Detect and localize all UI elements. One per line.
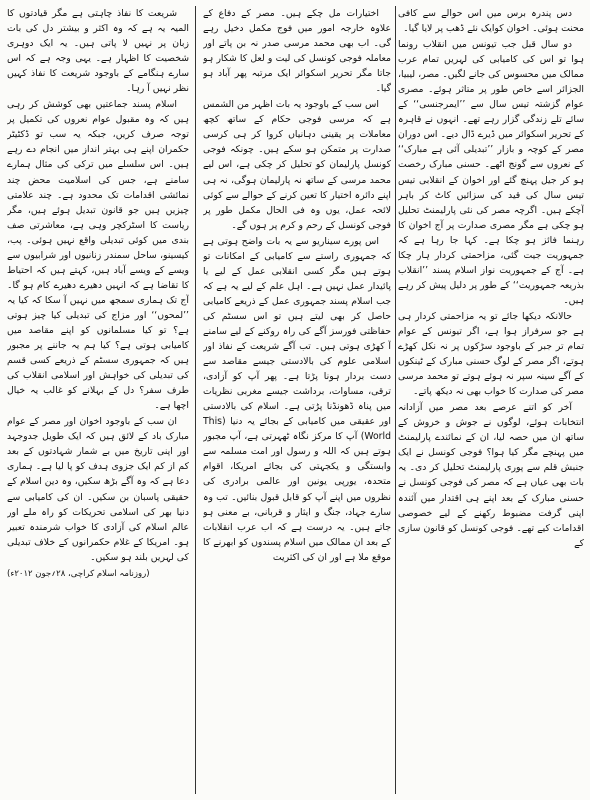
paragraph: اسلام پسند جماعتیں بھی کوشش کر رہی ہیں کہ وہ مقبول عوام نعروں کی تکمیل پر توجہ صرف کریں، جبکہ یہ سب تو ڈکٹیٹر حکمران اپنے ہی بہتر انداز میں انجام دے رہے ہیں۔ اس سلسلے میں ترکی کی مثال ہمارے سامنے ہے، جس کی اسلامیت محض چند نمائشی اقدامات تک محدود ہے۔ چند علامتی چیزیں ہیں جو قانون تبدیل ہوئے ہیں، مگر ریاست کا اسٹرکچر وہی ہے، معاشرتی صف بندی میں کوئی تبدیلی واقع نہیں ہوئی۔ پب، کیسینو، ساحل سمندر زنانیوں اور شرابیوں سے ویسے کے ویسے آباد ہیں، کہتے ہیں کہ احتیاط کا تقاضا ہے کہ انہیں دھیرے دھیرے کام ہو گا۔ آج تک ہماری سمجھ میں نہیں آ سکا کہ کیا یہ ’’لمحوں‘‘ اور مزاج کی تبدیلی کیا چیز ہوتی ہے؟ تو کیا مسلمانوں کو اپنے مقاصد میں کامیابی ہوتی ہے؟ کیا ہم یہ جاننے پر مجبور ہیں کہ جمہوری سسٹم کے ذریعے کسی قسم کی تبدیلی کی خواہش اور اسلامی انقلاب کی طرف سفر؟ دل کے بہلانے کو غالب یہ خیال اچھا ہے۔ <box>7 99 189 412</box>
article-column-middle <box>203 6 391 794</box>
article-column-left <box>7 6 189 794</box>
column-divider <box>395 6 396 794</box>
paragraph: شریعت کا نفاذ چاہتی ہے مگر قیادتوں کا المیہ یہ ہے کہ وہ اکثر و بیشتر دل کی بات زبان پر نہیں لا پاتی ہیں۔ یہ ایک دوہری شخصیت کا اظہار ہے۔ یہی وجہ ہے کہ اس سارے ہنگامے کے باوجود شریعت کا نفاذ کہیں نظر نہیں آ رہا۔ <box>7 8 189 95</box>
paragraph: ان سب کے باوجود اخوان اور مصر کے عوام مبارک باد کے لائق ہیں کہ ایک طویل جدوجہد اور اپنی تاریخ میں بے شمار شہادتوں کے بعد کم از کم ایک جزوی ہدف کو پا لیا ہے۔ ہماری دعا ہے کہ وہ آگے بڑھ سکیں، وہ دین اسلام کے حقیقی پاسبان بن سکیں۔ ان کی کامیابی سے دنیا بھر کی اسلامی تحریکات کو راہ ملے اور عالم اسلام کی آزادی کا خواب شرمندہ تعبیر ہو۔ امریکا کے غلام حکمرانوں کے خلاف تبدیلی کی لہریں بلند ہو سکیں۔ <box>7 416 189 563</box>
paragraph: دس پندرہ برس میں اس حوالے سے کافی محنت ہوئی۔ اخوان کوایک نئے ڈھب پر لایا گیا۔ <box>398 8 584 35</box>
column-divider <box>195 6 196 794</box>
paragraph: اس سب کے باوجود یہ بات اظہر من الشمس ہے کہ مرسی فوجی حکام کے ساتھ کچھ معاملات پر یقینی دہانیاں کروا کر ہی کرسی صدارت پر متمکن ہو سکے ہیں۔ چونکہ فوجی کونسل پارلیمان کو تحلیل کر چکی ہے، اس لیے محمد مرسی کے ساتھ نہ پارلیمان ہوگی، نہ ہی اپنے دائرہ اختیار کا تعین کرنے کے حوالے سے کوئی لائحہ عمل، یوں وہ فی الحال مکمل طور پر فوجی کونسل کے رحم و کرم پر ہوں گے۔ <box>203 99 391 231</box>
paragraph: حالانکہ دیکھا جائے تو یہ مزاحمتی کردار ہی ہے جو سرفراز ہوا ہے، اگر تیونس کے عوام تمام تر جبر کے باوجود سڑکوں پر نہ نکل کھڑے ہوتے، اگر مصر کے لوگ حسنی مبارک کے ٹینکوں کے آگے سینہ سپر نہ ہوئے ہوتے تو محمد مرسی مصر کی صدارت کا خواب بھی نہ دیکھ پاتے۔ <box>398 310 584 398</box>
paragraph: اس پورے سیناریو سے یہ بات واضح ہوتی ہے کہ جمہوری راستے سے کامیابی کے امکانات تو ہوتے ہیں مگر کسی انقلابی عمل کے لیے یا پائیدار عمل نہیں ہے۔ اہل علم کے لیے یہ ہے کہ جب اسلام پسند جمہوری عمل کے ذریعے کامیابی حاصل کر بھی لیتے ہیں تو اس سسٹم کی حفاظتی فورسز آگے کی راہ روکنے کے لیے سامنے آ کھڑی ہوتی ہیں۔ تب آگے شریعت کے نفاذ اور اسلامی علوم کی بالادستی جیسے مقاصد سے دست بردار ہونا پڑتا ہے۔ پھر آپ کو آزادی، ترقی، مساوات، برداشت جیسے مغربی نظریات میں پناہ ڈھونڈنا پڑتی ہے۔ اسلام کی بالادستی اور عقیقی میں کامیابی کے بجائے یہ دنیا (This World) آپ کا مرکز نگاہ ٹھہرتی ہے، آپ مجبور ہوتے ہیں کہ اللہ و رسول اور امت مسلمہ سے وابستگی و یکجہتی کی بجائے امریکا، اقوام متحدہ، یورپی یونین اور عالمی برادری کی نظروں میں اپنے آپ کو قابل قبول بنائیں۔ تب وہ سارے جہاد، جنگ و ایثار و قربانی، بے معنی ہو جاتے ہیں۔ یہ درست ہے کہ اب عرب انقلابات کے بعد ان ممالک میں اسلام پسندوں کو ابھرنے کا موقع ملا ہے اور ان کی اکثریت <box>203 235 391 563</box>
paragraph: دو سال قبل جب تیونس میں انقلاب رونما ہوا تو اس کی کامیابی کی لہریں تمام عرب ممالک میں محسوس کی جانے لگیں۔ مصر، لیبیا، الجزائر اسے خاص طور پر متاثر ہوئے۔ مصری عوام گزشتہ تیس سال سے ’’ایمرجنسی‘‘ کے سائے تلے زندگی گزار رہے تھے۔ انہوں نے قاہرہ کے تحریر اسکوائر میں ڈیرے ڈال دیے۔ اس دوران مصر کے کوچہ و بازار ’’تبدیلی آئی ہے مبارک‘‘ کے نعروں سے گونج اٹھے۔ حسنی مبارک رخصت ہو کر جیل پہنچ گئے اور اخوان کے انقلابی تیس تیس سال کی قید کی سزائیں کاٹ کر باہر آچکے ہیں۔ اگرچہ مصر کی نئی پارلیمنٹ تحلیل ہو چکی ہے مگر مصری صدارت پر آج اخوان کا رہنما فائز ہو چکا ہے۔ کہا جا رہا ہے کہ جمہوریت جیت گئی، مزاحمتی کردار ہار چکا ہے۔ آج کے جمہوریت نواز اسلام پسند ’’انقلاب بذریعہ جمہوریت‘‘ کے طور پر دلیل پیش کر رہے ہیں۔ <box>398 39 584 306</box>
paragraph: اختیارات مل چکے ہیں۔ مصر کے دفاع کے علاوہ خارجہ امور میں فوج مکمل دخیل رہے گی۔ اب بھی محمد مرسی صدر نہ بن پاتے اور معاملہ فوجی کونسل کی لیت و لعل کا شکار ہو جاتا مگر تحریر اسکوائر ایک مرتبہ پھر آباد ہو گیا۔ <box>203 8 391 95</box>
source-credit: (روزنامہ اسلام کراچی، ۲۸؍جون ۲۰۱۲ء) <box>7 568 150 579</box>
paragraph: آخر کو اتنے عرصے بعد مصر میں آزادانہ انتخابات ہوئے، لوگوں نے جوش و خروش کے ساتھ ان میں حصہ لیا، ان کے نمائندے پارلیمنٹ میں پہنچے مگر کیا ہوا؟ فوجی کونسل نے ایک جنبش قلم سے پوری پارلیمنٹ تحلیل کر دی۔ یہ بات بھی عیاں ہے کہ مصر کی فوجی کونسل نے حسنی مبارک کے بعد اپنے ہی اقتدار میں آئندہ اپنی گرفت مضبوط رکھنے کے لیے خصوصی اقدامات کیے تھے۔ فوجی کونسل کو قانون سازی کے <box>398 402 584 549</box>
article-column-right <box>398 6 584 794</box>
